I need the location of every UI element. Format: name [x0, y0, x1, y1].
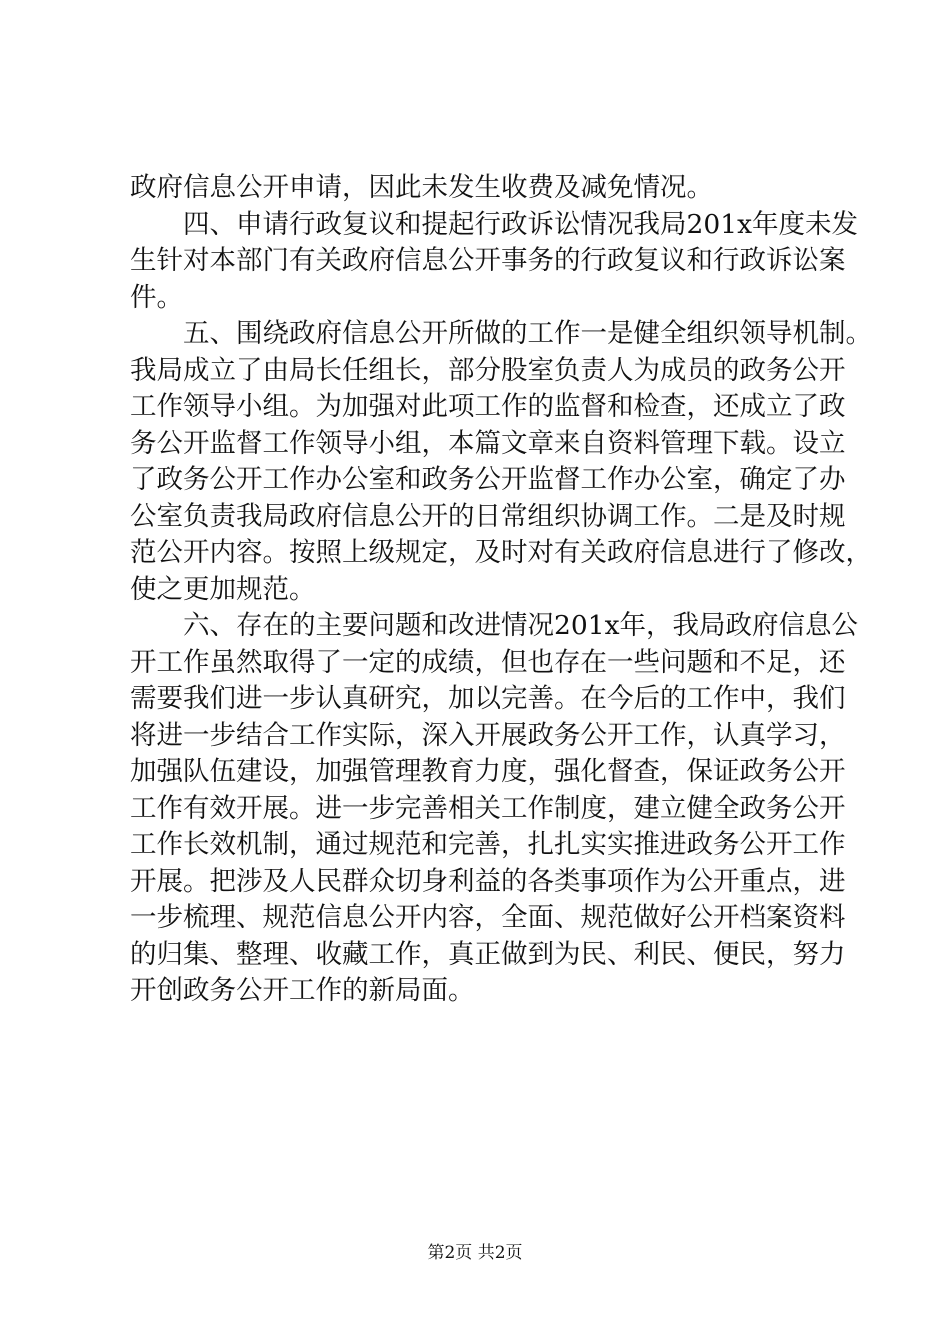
- paragraph-section-5: [130, 316, 872, 608]
- text-line: 政府信息公开申请，因此未发生收费及减免情况。: [130, 172, 713, 203]
- text-line: 开展。把涉及人民群众切身利益的各类事项作为公开重点，进: [130, 865, 846, 897]
- document-body: [130, 170, 872, 1010]
- text-line: 加强队伍建设，加强管理教育力度，强化督查，保证政务公开: [130, 756, 846, 787]
- text-line: 需要我们进一步认真研究，加以完善。在今后的工作中，我们: [130, 683, 846, 714]
- text-line: 的归集、整理、收藏工作，真正做到为民、利民、便民，努力: [130, 938, 846, 970]
- text-line: 工作领导小组。为加强对此项工作的监督和检查，还成立了政: [130, 391, 846, 422]
- text-line: 公室负责我局政府信息公开的日常组织协调工作。二是及时规: [130, 500, 846, 532]
- paragraph-section-4: [130, 207, 859, 317]
- text-line: 一步梳理、规范信息公开内容，全面、规范做好公开档案资料: [130, 902, 846, 933]
- text-line: 使之更加规范。: [130, 573, 316, 605]
- text-line: 工作长效机制，通过规范和完善，扎扎实实推进政务公开工作: [130, 829, 846, 860]
- text-line: 六、存在的主要问题和改进情况201x年，我局政府信息公: [183, 610, 859, 641]
- text-line: 范公开内容。按照上级规定，及时对有关政府信息进行了修改，: [130, 537, 872, 568]
- text-line: 工作有效开展。进一步完善相关工作制度，建立健全政务公开: [130, 792, 846, 824]
- text-line: 件。: [130, 281, 183, 313]
- paragraph-section-6: [130, 608, 859, 1010]
- page-number: 第2页 共2页: [427, 1243, 523, 1263]
- text-line: 务公开监督工作领导小组，本篇文章来自资料管理下载。设立: [130, 427, 846, 459]
- text-line: 开工作虽然取得了一定的成绩，但也存在一些问题和不足，还: [130, 646, 846, 678]
- text-line: 开创政务公开工作的新局面。: [130, 975, 475, 1006]
- text-line: 生针对本部门有关政府信息公开事务的行政复议和行政诉讼案: [130, 245, 846, 276]
- paragraph-continuation: [130, 170, 840, 207]
- text-line: 四、申请行政复议和提起行政诉讼情况我局201x年度未发: [183, 208, 859, 240]
- text-line: 五、围绕政府信息公开所做的工作一是健全组织领导机制。: [183, 318, 872, 349]
- page-footer: [0, 1242, 950, 1264]
- text-line: 了政务公开工作办公室和政务公开监督工作办公室，确定了办: [130, 464, 846, 495]
- text-line: 我局成立了由局长任组长，部分股室负责人为成员的政务公开: [130, 354, 846, 386]
- text-line: 将进一步结合工作实际，深入开展政务公开工作，认真学习，: [130, 719, 846, 751]
